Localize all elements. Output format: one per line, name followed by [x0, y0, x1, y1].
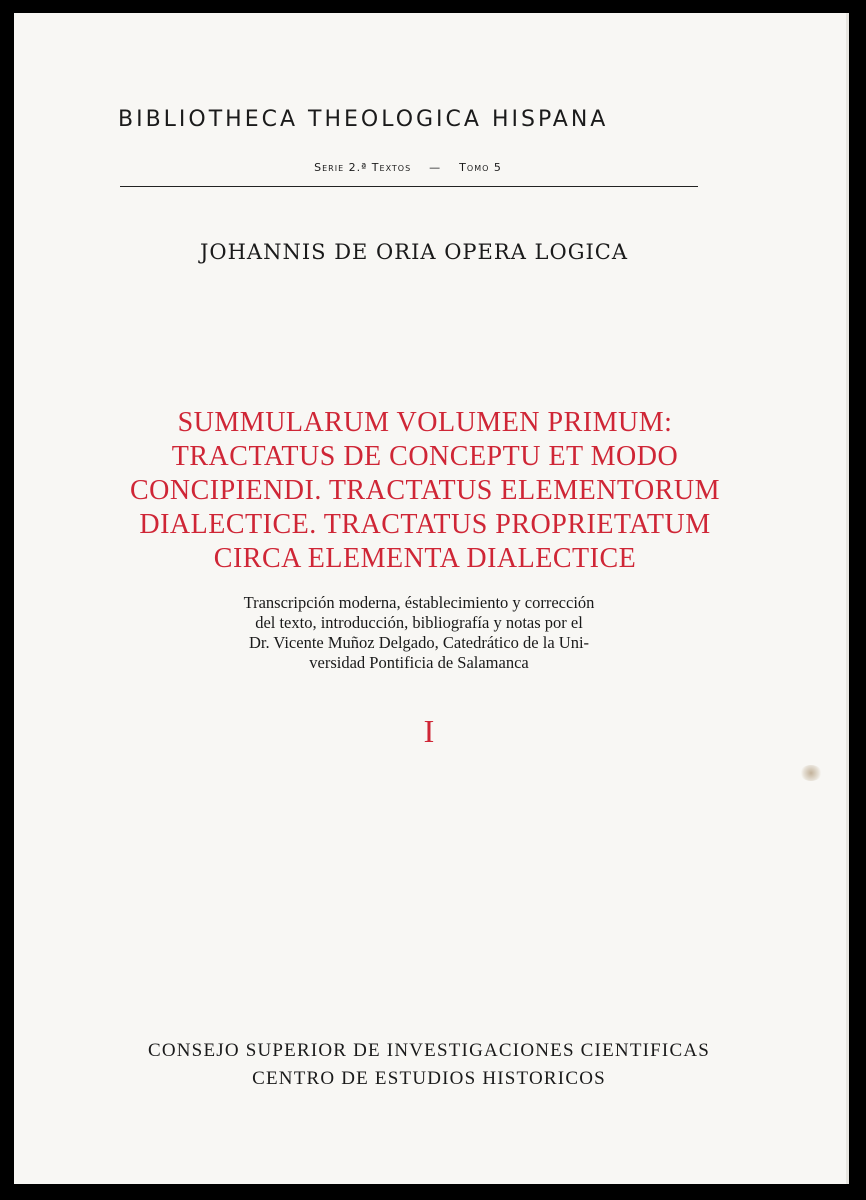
editor-note-line: Transcripción moderna, éstablecimiento y corrección [243, 593, 595, 612]
main-title-line: SUMMULARUM VOLUMEN PRIMUM: [177, 407, 673, 438]
tomo-number: Tomo 5 [459, 161, 502, 174]
main-title-line: CIRCA ELEMENTA DIALECTICE [213, 543, 637, 574]
volume-number: I [423, 713, 435, 749]
author-title: JOHANNIS DE ORIA OPERA LOGICA [199, 240, 629, 264]
publisher-line: CENTRO DE ESTUDIOS HISTORICOS [252, 1068, 606, 1089]
publisher [104, 1037, 754, 1093]
series-title: BIBLIOTHECA THEOLOGICA HISPANA [118, 107, 609, 132]
series-number: Serie 2.ª Textos [314, 161, 412, 174]
main-title-line: CONCIPIENDI. TRACTATUS ELEMENTORUM [129, 475, 721, 506]
editor-note [174, 593, 664, 673]
paper-stain [800, 765, 822, 781]
main-title-line: DIALECTICE. TRACTATUS PROPRIETATUM [139, 509, 711, 540]
book-cover [14, 13, 849, 1184]
main-title-line: TRACTATUS DE CONCEPTU ET MODO [171, 441, 679, 472]
series-subtitle [118, 161, 698, 174]
editor-note-line: del texto, introducción, bibliografía y notas por el [255, 613, 583, 632]
publisher-line: CONSEJO SUPERIOR DE INVESTIGACIONES CIENTIFICAS [147, 1040, 711, 1061]
main-title [110, 406, 740, 576]
editor-note-line: Dr. Vicente Muñoz Delgado, Catedrático de la Uni- [248, 633, 590, 652]
series-separator: — [429, 161, 442, 174]
header-divider [120, 186, 698, 187]
editor-note-line: versidad Pontificia de Salamanca [309, 653, 529, 672]
